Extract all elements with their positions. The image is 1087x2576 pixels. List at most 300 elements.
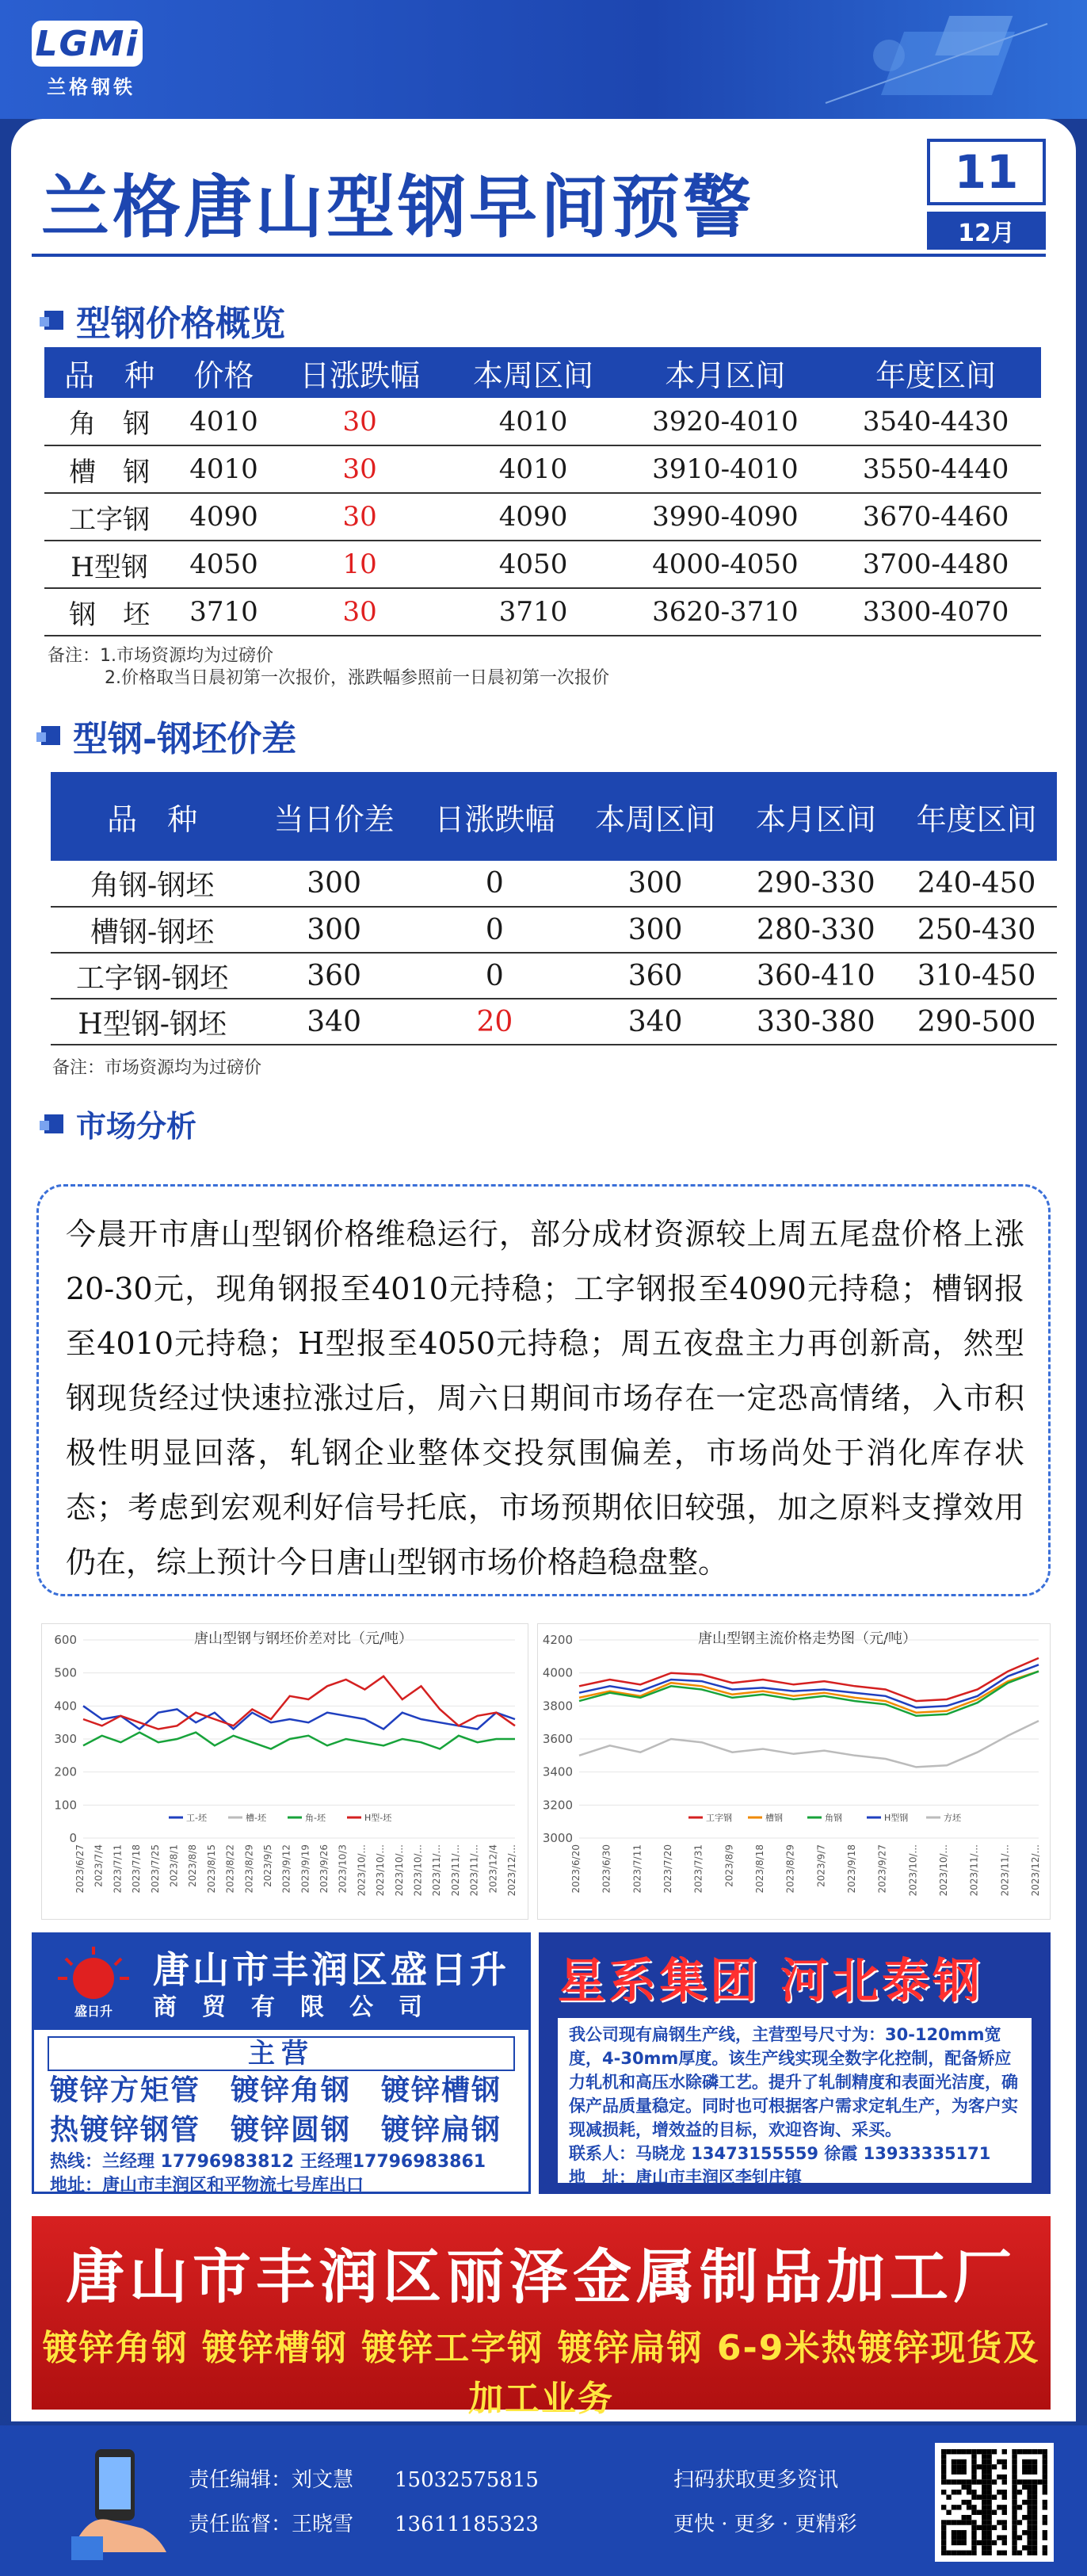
qr-module — [962, 2520, 967, 2524]
qr-module — [952, 2540, 956, 2545]
qr-module — [1012, 2515, 1016, 2520]
qr-module — [941, 2545, 946, 2550]
qr-module — [1032, 2525, 1037, 2530]
x-tick-label: 2023/6/20 — [570, 1844, 582, 1894]
x-tick-label: 2023/10/... — [907, 1844, 919, 1897]
table-header-row — [44, 347, 1041, 398]
date-month: 12月 — [927, 212, 1046, 250]
qr-module — [986, 2520, 991, 2524]
qr-module — [952, 2464, 956, 2469]
qr-module — [1012, 2530, 1016, 2535]
qr-module — [1027, 2494, 1032, 2499]
qr-module — [1012, 2479, 1016, 2484]
qr-module — [1027, 2525, 1032, 2530]
qr-module — [977, 2510, 982, 2515]
qr-module — [1012, 2510, 1016, 2515]
qr-module — [971, 2479, 976, 2484]
qr-module — [982, 2459, 986, 2464]
price-trend-chart-svg — [538, 1624, 1051, 1921]
table-cell: 4010 — [174, 398, 273, 445]
qr-module — [992, 2449, 997, 2454]
x-tick-label: 2023/10/... — [938, 1844, 949, 1897]
qr-module — [982, 2515, 986, 2520]
title-divider — [32, 254, 1046, 257]
qr-module — [986, 2515, 991, 2520]
qr-module — [1032, 2459, 1037, 2464]
ad1-address: 地址：唐山市丰润区和平物流七号库出口 — [50, 2176, 364, 2196]
qr-module — [962, 2535, 967, 2540]
section-title-text: 型钢价格概览 — [76, 304, 285, 344]
qr-module — [986, 2454, 991, 2459]
table-cell: 0 — [414, 953, 575, 999]
qr-module — [982, 2464, 986, 2469]
qr-module — [941, 2475, 946, 2479]
qr-module — [1032, 2505, 1037, 2509]
page-title: 兰格唐山型钢早间预警 — [41, 167, 754, 247]
x-tick-label: 2023/10/... — [393, 1844, 405, 1897]
qr-module — [967, 2490, 971, 2494]
table-cell: 4010 — [447, 445, 620, 493]
ad2-contact: 联系人：马晓龙 13473155559 徐霞 13933335171 — [569, 2144, 991, 2163]
table-cell: 3990-4090 — [620, 493, 831, 541]
table-cell: 工字钢-钢坯 — [51, 953, 254, 999]
qr-module — [1032, 2500, 1037, 2505]
table-cell: 300 — [254, 861, 414, 907]
x-tick-label: 2023/10/3 — [337, 1844, 349, 1894]
qr-module — [997, 2475, 1001, 2479]
x-tick-label: 2023/8/15 — [205, 1844, 217, 1894]
qr-module — [1002, 2475, 1007, 2479]
svg-text:盛日升: 盛日升 — [74, 2004, 113, 2019]
qr-module — [946, 2449, 951, 2454]
qr-module — [1022, 2485, 1027, 2490]
qr-module — [1032, 2535, 1037, 2540]
legend-label: 工-坯 — [186, 1813, 207, 1823]
qr-module — [1022, 2464, 1027, 2469]
qr-module — [1002, 2494, 1007, 2499]
x-tick-label: 2023/7/4 — [93, 1844, 105, 1887]
table-cell: 3700-4480 — [830, 541, 1041, 588]
table-cell: 4050 — [174, 541, 273, 588]
qr-module — [1027, 2479, 1032, 2484]
spread-chart-svg — [42, 1624, 529, 1921]
qr-module — [977, 2540, 982, 2545]
qr-module — [1022, 2515, 1027, 2520]
qr-module — [992, 2494, 997, 2499]
qr-module — [982, 2530, 986, 2535]
spread-table — [51, 772, 1057, 1045]
qr-module — [962, 2540, 967, 2545]
qr-module — [1002, 2449, 1007, 2454]
table-cell: 3920-4010 — [620, 398, 831, 445]
qr-module — [962, 2464, 967, 2469]
x-tick-label: 2023/7/31 — [692, 1844, 704, 1894]
table-cell: H型钢-钢坯 — [51, 999, 254, 1045]
x-tick-label: 2023/8/1 — [168, 1844, 180, 1887]
qr-module — [962, 2515, 967, 2520]
qr-module — [1032, 2551, 1037, 2555]
legend-label: H型-坯 — [364, 1813, 392, 1823]
x-tick-label: 2023/8/18 — [754, 1844, 765, 1894]
table-cell: 340 — [254, 999, 414, 1045]
table-cell: 3620-3710 — [620, 588, 831, 636]
qr-module — [971, 2464, 976, 2469]
qr-module — [956, 2449, 961, 2454]
ad2-title: 星系集团 河北泰钢 — [558, 1954, 983, 2009]
table-cell: 310-450 — [896, 953, 1057, 999]
x-tick-label: 2023/6/30 — [601, 1844, 612, 1894]
qr-module — [952, 2551, 956, 2555]
qr-module — [946, 2520, 951, 2524]
qr-module — [1043, 2490, 1047, 2494]
qr-module — [1012, 2494, 1016, 2499]
ad2-address: 地 址：唐山市丰润区李钊庄镇 — [569, 2168, 802, 2187]
y-tick-label: 4200 — [542, 1633, 573, 1647]
table-cell: 3710 — [447, 588, 620, 636]
legend-label: 角钢 — [825, 1813, 842, 1823]
table-cell: 290-500 — [896, 999, 1057, 1045]
column-header: 日涨跌幅 — [414, 772, 575, 861]
ad-shengrisheng[interactable] — [32, 1932, 531, 2194]
x-tick-label: 2023/9/7 — [815, 1844, 827, 1887]
table-cell: 340 — [575, 999, 736, 1045]
table-cell: 4010 — [447, 398, 620, 445]
spread-note: 备注：市场资源均为过磅价 — [52, 1058, 262, 1078]
qr-module — [1027, 2500, 1032, 2505]
qr-module — [1017, 2479, 1022, 2484]
y-tick-label: 100 — [54, 1798, 77, 1813]
qr-module — [967, 2479, 971, 2484]
x-tick-label: 2023/11/... — [999, 1844, 1011, 1897]
qr-module — [1012, 2464, 1016, 2469]
ad1-subname: 商贸有限公司 — [153, 1993, 448, 2021]
qr-module — [982, 2500, 986, 2505]
qr-module — [997, 2535, 1001, 2540]
qr-module — [1032, 2510, 1037, 2515]
table-cell: 280-330 — [735, 907, 896, 953]
logo-badge: LGMi — [32, 21, 143, 67]
qr-module — [982, 2490, 986, 2494]
qr-module — [941, 2470, 946, 2475]
qr-module — [1043, 2449, 1047, 2454]
section-title-text: 型钢-钢坯价差 — [73, 719, 297, 759]
qr-module — [1043, 2530, 1047, 2535]
ad-lize[interactable] — [32, 2216, 1051, 2419]
qr-module — [971, 2490, 976, 2494]
x-tick-label: 2023/9/12 — [280, 1844, 292, 1894]
qr-module — [1027, 2540, 1032, 2545]
qr-module — [1002, 2490, 1007, 2494]
qr-module — [1017, 2449, 1022, 2454]
qr-module — [967, 2449, 971, 2454]
qr-module — [982, 2510, 986, 2515]
table-cell: 4090 — [447, 493, 620, 541]
y-tick-label: 4000 — [542, 1665, 573, 1680]
qr-module — [1027, 2535, 1032, 2540]
qr-module — [982, 2494, 986, 2499]
qr-module — [986, 2535, 991, 2540]
qr-module — [1032, 2490, 1037, 2494]
x-tick-label: 2023/8/29 — [784, 1844, 796, 1894]
table-cell: 300 — [575, 907, 736, 953]
qr-module — [986, 2490, 991, 2494]
qr-module — [971, 2530, 976, 2535]
qr-module — [967, 2551, 971, 2555]
analysis-text: 今晨开市唐山型钢价格维稳运行，部分成材资源较上周五尾盘价格上涨20-30元，现角钢报至4010元持稳；工字钢报至4090元持稳；槽钢报至4010元持稳；H型报至4050元持稳；周五夜盘主力再创新高，然型钢现货经过快速拉涨过后，周六日期间市场存在一定恐高情绪，入市积极性明显回落，轧钢企业整体交投氛围偏差，市场尚处于消化库存状态；考虑到宏观利好信号托底，市场预期依旧较强，加之原料支撑效用仍在，综上预计今日唐山型钢市场价格趋稳盘整。 — [36, 1184, 1051, 1596]
qr-module — [982, 2485, 986, 2490]
qr-module — [1032, 2520, 1037, 2524]
qr-module — [1043, 2475, 1047, 2479]
qr-module — [1032, 2515, 1037, 2520]
qr-module — [971, 2459, 976, 2464]
qr-module — [971, 2475, 976, 2479]
footer-qr-text-2: 更快 · 更多 · 更精彩 — [673, 2513, 857, 2536]
qr-module — [941, 2505, 946, 2509]
qr-module — [952, 2505, 956, 2509]
column-header: 价格 — [174, 347, 273, 398]
x-tick-label: 2023/7/20 — [662, 1844, 673, 1894]
qr-module — [1012, 2454, 1016, 2459]
section-price-overview-title — [44, 295, 285, 346]
table-cell: 300 — [254, 907, 414, 953]
legend-label: 工字钢 — [706, 1813, 732, 1823]
qr-module — [982, 2535, 986, 2540]
qr-module — [971, 2551, 976, 2555]
x-tick-label: 2023/9/19 — [299, 1844, 311, 1894]
table-cell: 20 — [414, 999, 575, 1045]
qr-module — [986, 2500, 991, 2505]
ad1-heading: 主营 — [48, 2036, 515, 2071]
qr-module — [1027, 2510, 1032, 2515]
phone-hand-icon — [55, 2441, 174, 2560]
qr-module — [946, 2510, 951, 2515]
qr-module — [1012, 2535, 1016, 2540]
qr-module — [1002, 2540, 1007, 2545]
legend-label: 方坯 — [944, 1813, 961, 1823]
qr-module — [986, 2510, 991, 2515]
y-tick-label: 600 — [54, 1633, 77, 1647]
legend-label: 角-坯 — [305, 1813, 326, 1823]
qr-module — [967, 2500, 971, 2505]
series-line — [83, 1733, 515, 1749]
qr-module — [956, 2505, 961, 2509]
qr-module — [1027, 2505, 1032, 2509]
table-cell: 290-330 — [735, 861, 896, 907]
x-tick-label: 2023/11/... — [449, 1844, 461, 1897]
qr-module — [1027, 2545, 1032, 2550]
x-tick-label: 2023/12/... — [1030, 1844, 1041, 1897]
x-tick-label: 2023/8/22 — [224, 1844, 236, 1894]
y-tick-label: 3400 — [542, 1764, 573, 1779]
ad1-header — [34, 1935, 528, 2030]
qr-module — [997, 2505, 1001, 2509]
sun-logo-icon — [50, 1943, 137, 2022]
qr-module — [982, 2525, 986, 2530]
section-marker-icon — [44, 1114, 63, 1133]
qr-module — [1027, 2530, 1032, 2535]
qr-module — [952, 2449, 956, 2454]
section-marker-icon — [41, 726, 60, 745]
qr-module — [1002, 2505, 1007, 2509]
header-band — [0, 0, 1087, 119]
qr-module — [1043, 2515, 1047, 2520]
x-tick-label: 2023/8/8 — [187, 1844, 199, 1887]
tech-decoration-icon — [818, 8, 1055, 111]
qr-module — [956, 2459, 961, 2464]
qr-code-graphic — [941, 2449, 1047, 2555]
qr-module — [1027, 2551, 1032, 2555]
brand-logo — [32, 21, 151, 100]
ad2-description: 我公司现有扁钢生产线，主营型号尺寸为：30-120mm宽度，4-30mm厚度。该生产线实现全数字化控制，配备矫应力轧机和高压水除磷工艺。提升了轧制精度和表面光洁度，确保产品质量稳定。同时也可根据客户需求定轧生产，为客户实现减损耗，增效益的目标，欢迎咨询、采买。 — [569, 2025, 1018, 2139]
qr-module — [1027, 2449, 1032, 2454]
qr-module — [971, 2540, 976, 2545]
qr-module — [1017, 2551, 1022, 2555]
table-cell: 角钢-钢坯 — [51, 861, 254, 907]
table-cell: 工字钢 — [44, 493, 174, 541]
x-tick-label: 2023/10/... — [356, 1844, 368, 1897]
x-tick-label: 2023/6/27 — [74, 1844, 86, 1894]
table-row — [44, 398, 1041, 445]
qr-module — [941, 2535, 946, 2540]
qr-module — [956, 2470, 961, 2475]
qr-module — [982, 2454, 986, 2459]
qr-module — [967, 2515, 971, 2520]
section-analysis-title — [44, 1102, 196, 1145]
column-header: 本月区间 — [620, 347, 831, 398]
qr-module — [941, 2454, 946, 2459]
table-cell: 4010 — [174, 445, 273, 493]
qr-module — [1032, 2479, 1037, 2484]
qr-module — [956, 2530, 961, 2535]
qr-module — [971, 2505, 976, 2509]
qr-module — [992, 2510, 997, 2515]
table-row — [44, 493, 1041, 541]
qr-module — [986, 2505, 991, 2509]
x-tick-label: 2023/9/27 — [876, 1844, 888, 1894]
date-day: 11 — [927, 139, 1046, 205]
qr-module — [1002, 2551, 1007, 2555]
qr-module — [952, 2490, 956, 2494]
qr-module — [986, 2485, 991, 2490]
qr-module — [1012, 2475, 1016, 2479]
table-row — [44, 588, 1041, 636]
qr-module — [1022, 2479, 1027, 2484]
qr-module — [1012, 2505, 1016, 2509]
table-cell: 30 — [273, 588, 447, 636]
note-line-2: 2.价格取当日晨初第一次报价，涨跌幅参照前一日晨初第一次报价 — [105, 668, 609, 688]
table-row — [44, 445, 1041, 493]
footer-supervisor: 责任监督：王晓雪 13611185323 — [189, 2513, 539, 2536]
column-header: 品 种 — [44, 347, 174, 398]
qr-module — [982, 2540, 986, 2545]
x-tick-label: 2023/11/... — [431, 1844, 443, 1897]
footer-editor: 责任编辑：刘文慧 15032575815 — [189, 2468, 539, 2492]
table-cell: 300 — [575, 861, 736, 907]
qr-module — [986, 2525, 991, 2530]
qr-module — [1043, 2545, 1047, 2550]
qr-module — [941, 2530, 946, 2535]
qr-module — [962, 2449, 967, 2454]
table-cell: 钢 坯 — [44, 588, 174, 636]
qr-module — [986, 2494, 991, 2499]
qr-module — [941, 2490, 946, 2494]
qr-module — [982, 2551, 986, 2555]
ad3-products: 镀锌角钢 镀锌槽钢 镀锌工字钢 镀锌扁钢 6-9米热镀锌现货及加工业务 — [42, 2328, 1040, 2419]
table-cell: 0 — [414, 861, 575, 907]
qr-module — [1012, 2525, 1016, 2530]
series-line — [579, 1664, 1039, 1707]
qr-module — [1027, 2490, 1032, 2494]
table-cell: 槽 钢 — [44, 445, 174, 493]
qr-module — [956, 2520, 961, 2524]
qr-module — [977, 2525, 982, 2530]
table-cell: 3910-4010 — [620, 445, 831, 493]
column-header: 本周区间 — [447, 347, 620, 398]
qr-module — [1012, 2459, 1016, 2464]
ad1-products-2: 热镀锌钢管 镀锌圆钢 镀锌扁钢 — [50, 2114, 502, 2146]
table-cell: 0 — [414, 907, 575, 953]
table-cell: 角 钢 — [44, 398, 174, 445]
table-cell: 3300-4070 — [830, 588, 1041, 636]
table-cell: 4090 — [174, 493, 273, 541]
qr-module — [1027, 2459, 1032, 2464]
table-cell: 3670-4460 — [830, 493, 1041, 541]
qr-module — [1043, 2520, 1047, 2524]
qr-module — [986, 2449, 991, 2454]
qr-module — [1022, 2449, 1027, 2454]
qr-module — [1032, 2485, 1037, 2490]
qr-module — [1012, 2540, 1016, 2545]
qr-module — [992, 2525, 997, 2530]
qr-module — [1012, 2490, 1016, 2494]
qr-module — [1012, 2449, 1016, 2454]
table-cell: H型钢 — [44, 541, 174, 588]
table-cell: 30 — [273, 398, 447, 445]
x-tick-label: 2023/10/... — [375, 1844, 387, 1897]
qr-code-icon[interactable] — [935, 2443, 1054, 2562]
table-row — [44, 541, 1041, 588]
y-tick-label: 200 — [54, 1764, 77, 1779]
qr-module — [1043, 2470, 1047, 2475]
ad1-products-1: 镀锌方矩管 镀锌角钢 镀锌槽钢 — [50, 2074, 502, 2107]
qr-module — [1012, 2485, 1016, 2490]
table-cell: 330-380 — [735, 999, 896, 1045]
x-tick-label: 2023/9/26 — [318, 1844, 330, 1894]
table-cell: 360-410 — [735, 953, 896, 999]
qr-module — [1032, 2530, 1037, 2535]
y-tick-label: 0 — [69, 1831, 77, 1845]
table-cell: 240-450 — [896, 861, 1057, 907]
qr-module — [967, 2520, 971, 2524]
x-tick-label: 2023/12/... — [506, 1844, 517, 1897]
y-tick-label: 3200 — [542, 1798, 573, 1813]
x-tick-label: 2023/9/18 — [846, 1844, 857, 1894]
qr-module — [946, 2551, 951, 2555]
qr-module — [956, 2479, 961, 2484]
column-header: 日涨跌幅 — [273, 347, 447, 398]
qr-module — [971, 2494, 976, 2499]
qr-module — [1022, 2500, 1027, 2505]
chart-title: 唐山型钢主流价格走势图（元/吨） — [697, 1630, 917, 1647]
qr-module — [997, 2551, 1001, 2555]
qr-module — [982, 2545, 986, 2550]
y-tick-label: 300 — [54, 1732, 77, 1746]
table-row — [51, 953, 1057, 999]
qr-module — [992, 2479, 997, 2484]
qr-module — [971, 2535, 976, 2540]
qr-module — [1002, 2520, 1007, 2524]
ad-taigang[interactable] — [539, 1932, 1051, 2194]
